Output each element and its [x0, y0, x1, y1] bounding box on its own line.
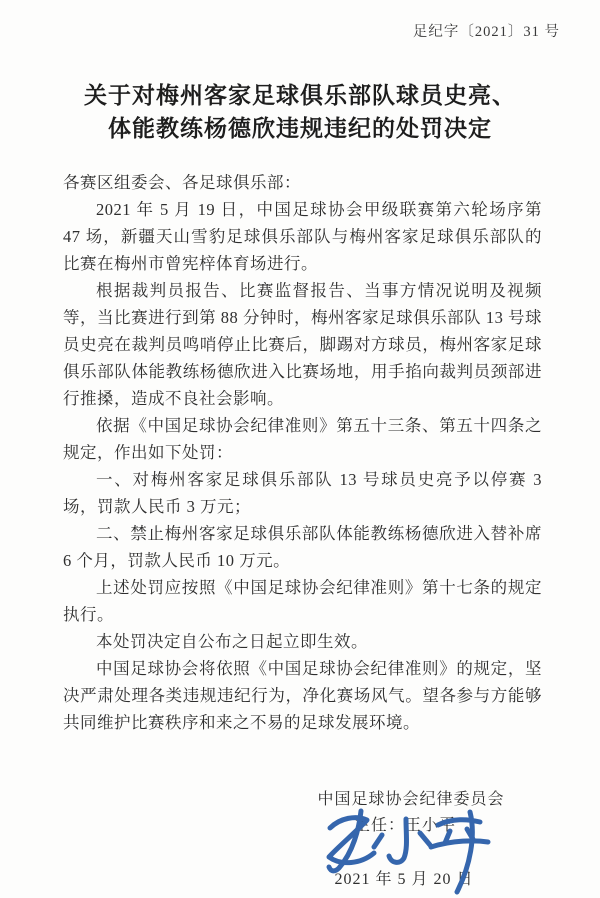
signature-director-line: 主任：王小平: [353, 817, 456, 834]
paragraph-closing-statement: 中国足球协会将依照《中国足球协会纪律准则》的规定，坚决严肃处理各类违规违纪行为，净化赛场风气。望各参与方能够共同维护比赛秩序和来之不易的足球发展环境。: [63, 659, 542, 732]
paragraph-penalty-item-2: 二、禁止梅州客家足球俱乐部队体能教练杨德欣进入替补席 6 个月，罚款人民币 10 万元。: [63, 524, 542, 570]
salutation-line: 各赛区组委会、各足球俱乐部：: [63, 173, 301, 192]
paragraph-penalty-item-1: 一、对梅州客家足球俱乐部队 13 号球员史亮予以停赛 3 场，罚款人民币 3 万元；: [63, 470, 542, 516]
document-body: [63, 169, 542, 736]
paragraph-effective-date: 本处罚决定自公布之日起立即生效。: [96, 632, 368, 651]
paragraph-match-info: 2021 年 5 月 19 日，中国足球协会甲级联赛第六轮场序第 47 场，新疆天山雪豹足球俱乐部队与梅州客家足球俱乐部队的比赛在梅州市曾宪梓体育场进行。: [63, 200, 542, 273]
paragraph-incident-description: 根据裁判员报告、比赛监督报告、当事方情况说明及视频等，当比赛进行到第 88 分钟时，梅州客家足球俱乐部队 13 号球员史亮在裁判员鸣哨停止比赛后，脚踢对方球员，梅州客家足球俱乐部队体能教练杨德欣进入比赛场地，用手掐向裁判员颈部进行推搡，造成不良社会影响。: [63, 281, 542, 408]
document-title-line-2: 体能教练杨德欣违规违纪的处罚决定: [108, 116, 492, 141]
paragraph-execution-rule: 上述处罚应按照《中国足球协会纪律准则》第十七条的规定执行。: [63, 578, 542, 624]
paragraph-legal-basis: 依据《中国足球协会纪律准则》第五十三条、第五十四条之规定，作出如下处罚：: [63, 416, 542, 462]
signature-date: 2021 年 5 月 20 日: [334, 871, 474, 888]
document-number: 足纪字〔2021〕31 号: [412, 24, 560, 40]
document-title-line-1: 关于对梅州客家足球俱乐部队球员史亮、: [84, 83, 516, 108]
document-title: [30, 79, 570, 145]
signature-organization: 中国足球协会纪律委员会: [317, 791, 505, 808]
